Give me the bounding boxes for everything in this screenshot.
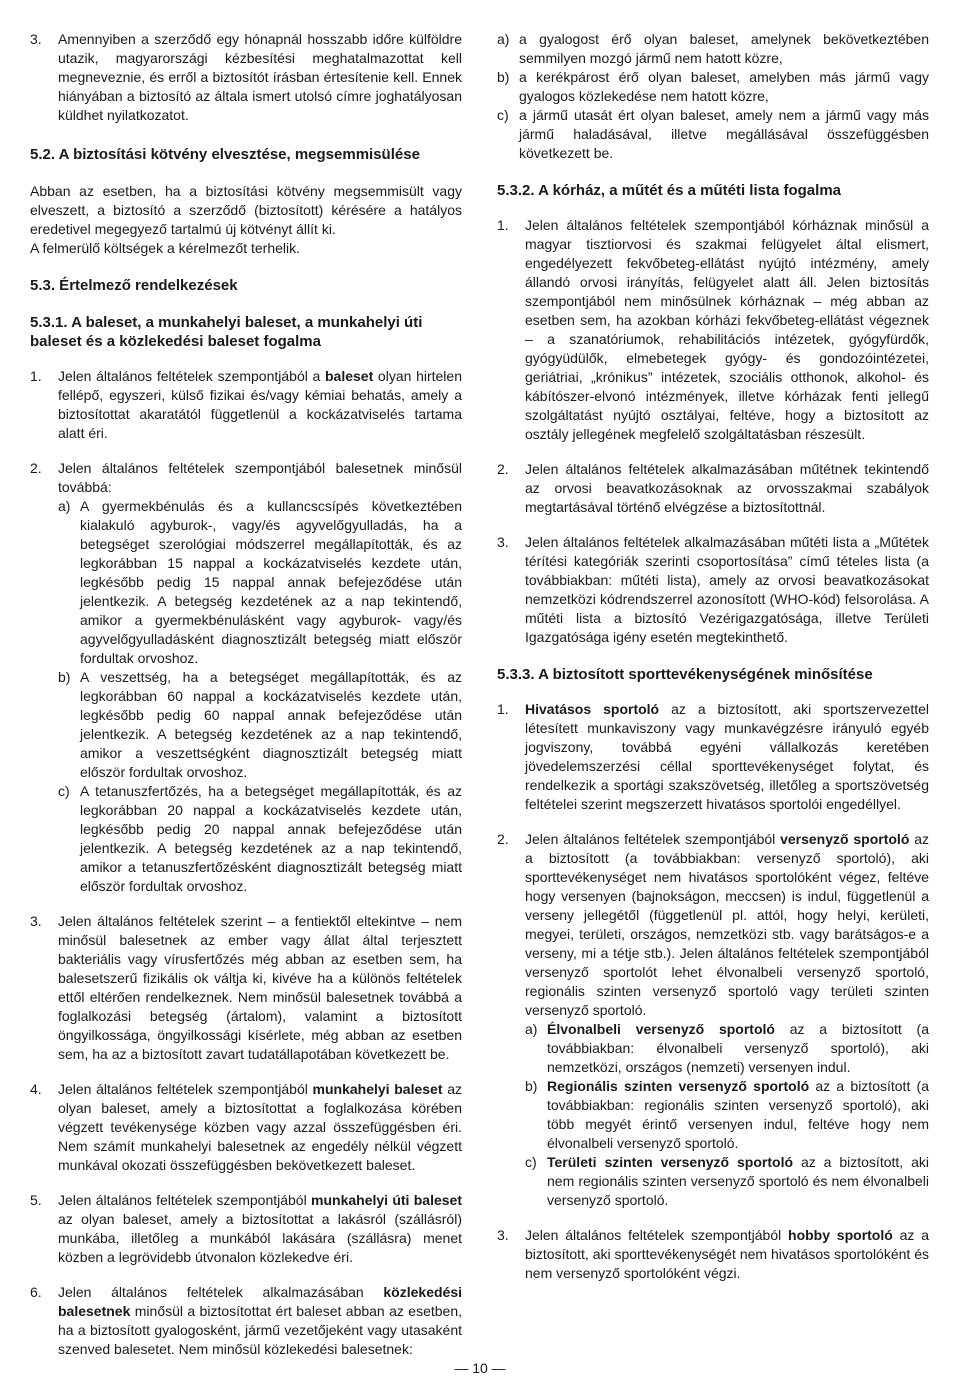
list-item: 2. Jelen általános feltételek szempontjából versenyző sportoló az a biztosított (a továbbiakban: versenyző sportoló), aki sporttevékenységet nem hivatásos sportolóként végez, feltéve hogy versenyen (bajnokságon, meccsen) is indul, függetlenül a verseny jellegétől (függetlenül pl. attól, hogy helyi, kerületi, megyei, területi, országos, nemzetközi stb. vagy barátságos-e a verseny, mi a tétje stb.). Jelen általános feltételek szempontjából versenyző sportolót lehet élvonalbeli versenyző sportoló, regionális szinten versenyző sportoló vagy területi szinten versenyző sportoló. a) Élvonalbeli versenyző sportoló az a biztosított (a továbbiakban: élvonalbeli versenyző sportoló), aki nemzetközi, országos (nemzeti) versenyen indul. b) Regionális szinten versenyző sportoló az a biztosított (a továbbiakban: regionális szinten versenyző sportoló), aki több megyét érintő versenyen indul, feltéve hogy nem élvonalbeli versenyző sportoló. c) Területi szinten versenyző sportoló az a biztosított, aki nem regionális szinten versenyző sportoló és nem élvonalbeli versenyző sportoló. bbox=[497, 831, 930, 1208]
list-item: 3. Jelen általános feltételek szerint – a fentiektől eltekintve – nem minősül balesetnek az ember vagy állat által terjesztett bakteriális vagy vírusfertőzés még abban az esetben sem, ha balesetszerű fizikális ok váltja ki, kivéve ha a különös feltételek ettől eltérően rendelkeznek. Nem minősül balesetnek továbbá a foglalkozási betegség (ártalom), valamint a biztosított öngyilkossága, öngyilkossági kísérlete, még abban az esetben sem, ha az a biztosított zavart tudatállapotában következett be. bbox=[30, 913, 462, 1062]
list-item: 1. Jelen általános feltételek szempontjából kórháznak minősül a magyar tisztiorvosi és szakmai felügyelet által elismert, engedélyezett fekvőbeteg-ellátást nyújtó intézmény, amely állandó orvosi irányítás, felügyelet alatt áll. Jelen biztosítás szempontjából nem minősülnek kórháznak – még abban az esetben sem, ha azokban kórházi fekvőbeteg-ellátást végeznek – a szanatóriumok, rehabilitációs intézetek, gyógyfürdők, gyógyüdülők, elmebetegek gyógy- és gondozóintézetei, geriátriai, „krónikus” intézetek, szociális otthonok, alkohol- és kábítószer-elvonó intézmények, illetve kórházak fenti jellegű szolgáltatást nyújtó osztályai, feltéve, hogy a biztosított az osztály jellegének megfelelő szolgáltatásban részesült. bbox=[497, 217, 929, 442]
subsection-heading: 5.3.2. A kórház, a műtét és a műtéti lista fogalma bbox=[497, 182, 841, 199]
section-heading: 5.2. A biztosítási kötvény elvesztése, megsemmisülése bbox=[30, 146, 420, 163]
subsection-heading: 5.3.1. A baleset, a munkahelyi baleset, a munkahelyi úti baleset és a közlekedési baleset fogalma bbox=[30, 314, 423, 350]
sub-item: b) Regionális szinten versenyző sportoló az a biztosított (a továbbiakban: regionális szinten versenyző sportoló), aki több megyét érintő versenyen indul, feltéve hogy nem élvonalbeli versenyző sportoló. bbox=[525, 1078, 929, 1151]
sub-item: a) Élvonalbeli versenyző sportoló az a biztosított (a továbbiakban: élvonalbeli versenyző sportoló), aki nemzetközi, országos (nemzeti) versenyen indul. bbox=[525, 1021, 930, 1075]
list-item: 2. Jelen általános feltételek szempontjából balesetnek minősül továbbá: a) A gyermekbénulás és a kullancscsípés következtében kialakuló agyburok-, vagy/és agyvelőgyulladás, ha a betegséget szerológiai módszerrel megállapították, és az legkorábban 15 nappal a kockázatviselés kezdete után, legkésőbb pedig 15 nappal annak befejeződése után jelentkezik. A betegség kezdetének az a nap tekintendő, amikor a gyermekbénulásként vagy agyburok- vagy/és agyvelőgyulladásként diagnosztizált betegség miatt először fordultak orvoshoz. b) A veszettség, ha a betegséget megállapították, és az legkorábban 60 nappal a kockázatviselés kezdete után, legkésőbb pedig 60 nappal annak befejeződése után jelentkezik. A betegség kezdetének az a nap tekintendő, amikor a veszettségként diagnosztizált betegség miatt először fordultak orvoshoz. c) A tetanuszfertőzés, ha a betegséget megállapították, és az legkorábban 20 nappal a kockázatviselés kezdete után, legkésőbb pedig 20 nappal annak befejeződése után jelentkezik. A betegség kezdetének az a nap tekintendő, amikor a tetanuszfertőzésként diagnosztizált betegség miatt először fordultak orvoshoz. bbox=[30, 460, 462, 894]
section-heading: 5.3. Értelmező rendelkezések bbox=[30, 277, 238, 294]
list-item: 1. Hivatásos sportoló az a biztosított, aki sportszervezettel létesített munkaviszony vagy munkavégzésre irányuló egyéb jogviszony, továbbá egyéni vállalkozás keretében jövedelemszerzési céllal sporttevékenységet folytat, és rendelkezik a sportági szakszövetség, illetőleg a sportszövetség feltételei szerint megszerzett hivatásos sportolói engedéllyel. bbox=[497, 701, 930, 812]
list-item: 6. Jelen általános feltételek alkalmazásában közlekedési balesetnek minősül a biztosítottat ért baleset abban az esetben, ha a biztosított gyalogosként, jármű vezetőjeként vagy utasaként szenved balesetet. Nem minősül közlekedési balesetnek: bbox=[30, 1284, 462, 1357]
sub-item: c) a jármű utasát ért olyan baleset, amely nem a jármű vagy más jármű haladásával, illetve megállásával összefüggésben következett be. bbox=[497, 107, 929, 161]
sub-item: a) a gyalogost érő olyan baleset, amelynek bekövetkeztében semmilyen mozgó jármű nem hatott közre, bbox=[497, 31, 929, 66]
sub-item: b) A veszettség, ha a betegséget megállapították, és az legkorábban 60 nappal a kockázatviselés kezdete után, legkésőbb pedig 60 nappal annak befejeződése után jelentkezik. A betegség kezdetének az a nap tekintendő, amikor a veszettségként diagnosztizált betegség miatt először fordultak orvoshoz. bbox=[58, 669, 462, 780]
list-item: 4. Jelen általános feltételek szempontjából munkahelyi baleset az olyan baleset, amely a biztosítottat a foglalkozása körében végzett tevékenysége közben vagy azzal összefüggésben éri. Nem számít munkahelyi balesetnek az engedély nélkül végzett munkával okozati összefüggésben bekövetkezett baleset. bbox=[30, 1081, 462, 1173]
list-item: 3. Jelen általános feltételek szempontjából hobby sportoló az a biztosított, aki sporttevékenységét nem hivatásos sportolóként és nem versenyző sportolóként végzi. bbox=[497, 1227, 929, 1281]
subsection-heading: 5.3.3. A biztosított sporttevékenységének minősítése bbox=[497, 666, 873, 683]
list-item: 2. Jelen általános feltételek alkalmazásában műtétnek tekintendő az orvosi beavatkozásoknak az orvosszakmai szabályok megtartásával történő elvégzése a biztosítottnál. bbox=[497, 461, 929, 515]
paragraph: A felmerülő költségek a kérelmezőt terhelik. bbox=[30, 240, 301, 256]
sub-item: c) A tetanuszfertőzés, ha a betegséget megállapították, és az legkorábban 20 nappal a kockázatviselés kezdete után, legkésőbb pedig 20 nappal annak befejeződése után jelentkezik. A betegség kezdetének az a nap tekintendő, amikor a tetanuszfertőzésként diagnosztizált betegség miatt először fordultak orvoshoz. bbox=[58, 783, 462, 894]
sub-item: b) a kerékpárost érő olyan baleset, amelyben más jármű vagy gyalogos közlekedése nem hatott közre, bbox=[497, 69, 929, 104]
left-column bbox=[30, 30, 462, 1359]
list-item: 3. Amennyiben a szerződő egy hónapnál hosszabb időre külföldre utazik, magyarországi kézbesítési meghatalmazottat kell megneveznie, és erről a biztosítót írásban értesítenie kell. Ennek hiányában a biztosító az általa ismert utolsó címre joghatályosan küldhet nyilatkozatot. bbox=[30, 31, 462, 123]
right-column bbox=[497, 30, 929, 1283]
list-item: 1. Jelen általános feltételek szempontjából a baleset olyan hirtelen fellépő, egyszeri, külső fizikai és/vagy kémiai behatás, amely a biztosítottat akaratától függetlenül a kockázatviselés tartama alatt éri. bbox=[30, 368, 462, 441]
sub-item: c) Területi szinten versenyző sportoló az a biztosított, aki nem regionális szinten versenyző sportoló és nem élvonalbeli versenyző sportoló. bbox=[525, 1154, 929, 1208]
paragraph: Abban az esetben, ha a biztosítási kötvény megsemmisült vagy elveszett, a biztosító a szerződő (biztosított) kérésére a hatályos eredetivel megegyező tartalmú új kötvényt állít ki. bbox=[30, 183, 462, 237]
list-item: 3. Jelen általános feltételek alkalmazásában műtéti lista a „Műtétek térítési kategóriák szerinti csoportosítása” című tételes lista (a továbbiakban: műtéti lista), amely az orvosi beavatkozásokat nemzetközi kódrendszerrel azonosított (WHO-kód) felsorolása. A műtéti lista a biztosító Vezérigazgatósága, illetve Területi Igazgatósága igény esetén megtekinthető. bbox=[497, 534, 929, 645]
sub-item: a) A gyermekbénulás és a kullancscsípés következtében kialakuló agyburok-, vagy/és agyvelőgyulladás, ha a betegséget szerológiai módszerrel megállapították, és az legkorábban 15 nappal a kockázatviselés kezdete után, legkésőbb pedig 15 nappal annak befejeződése után jelentkezik. A betegség kezdetének az a nap tekintendő, amikor a gyermekbénulásként vagy agyburok- vagy/és agyvelőgyulladásként diagnosztizált betegség miatt először fordultak orvoshoz. bbox=[58, 498, 462, 666]
page-number: — 10 — bbox=[454, 1360, 506, 1376]
list-item: 5. Jelen általános feltételek szempontjából munkahelyi úti baleset az olyan baleset, amely a biztosítottat a lakásról (szállásról) munkába, illetőleg a munkából lakására (szállásra) menet közben a legrövidebb útvonalon közlekedve éri. bbox=[30, 1192, 462, 1265]
